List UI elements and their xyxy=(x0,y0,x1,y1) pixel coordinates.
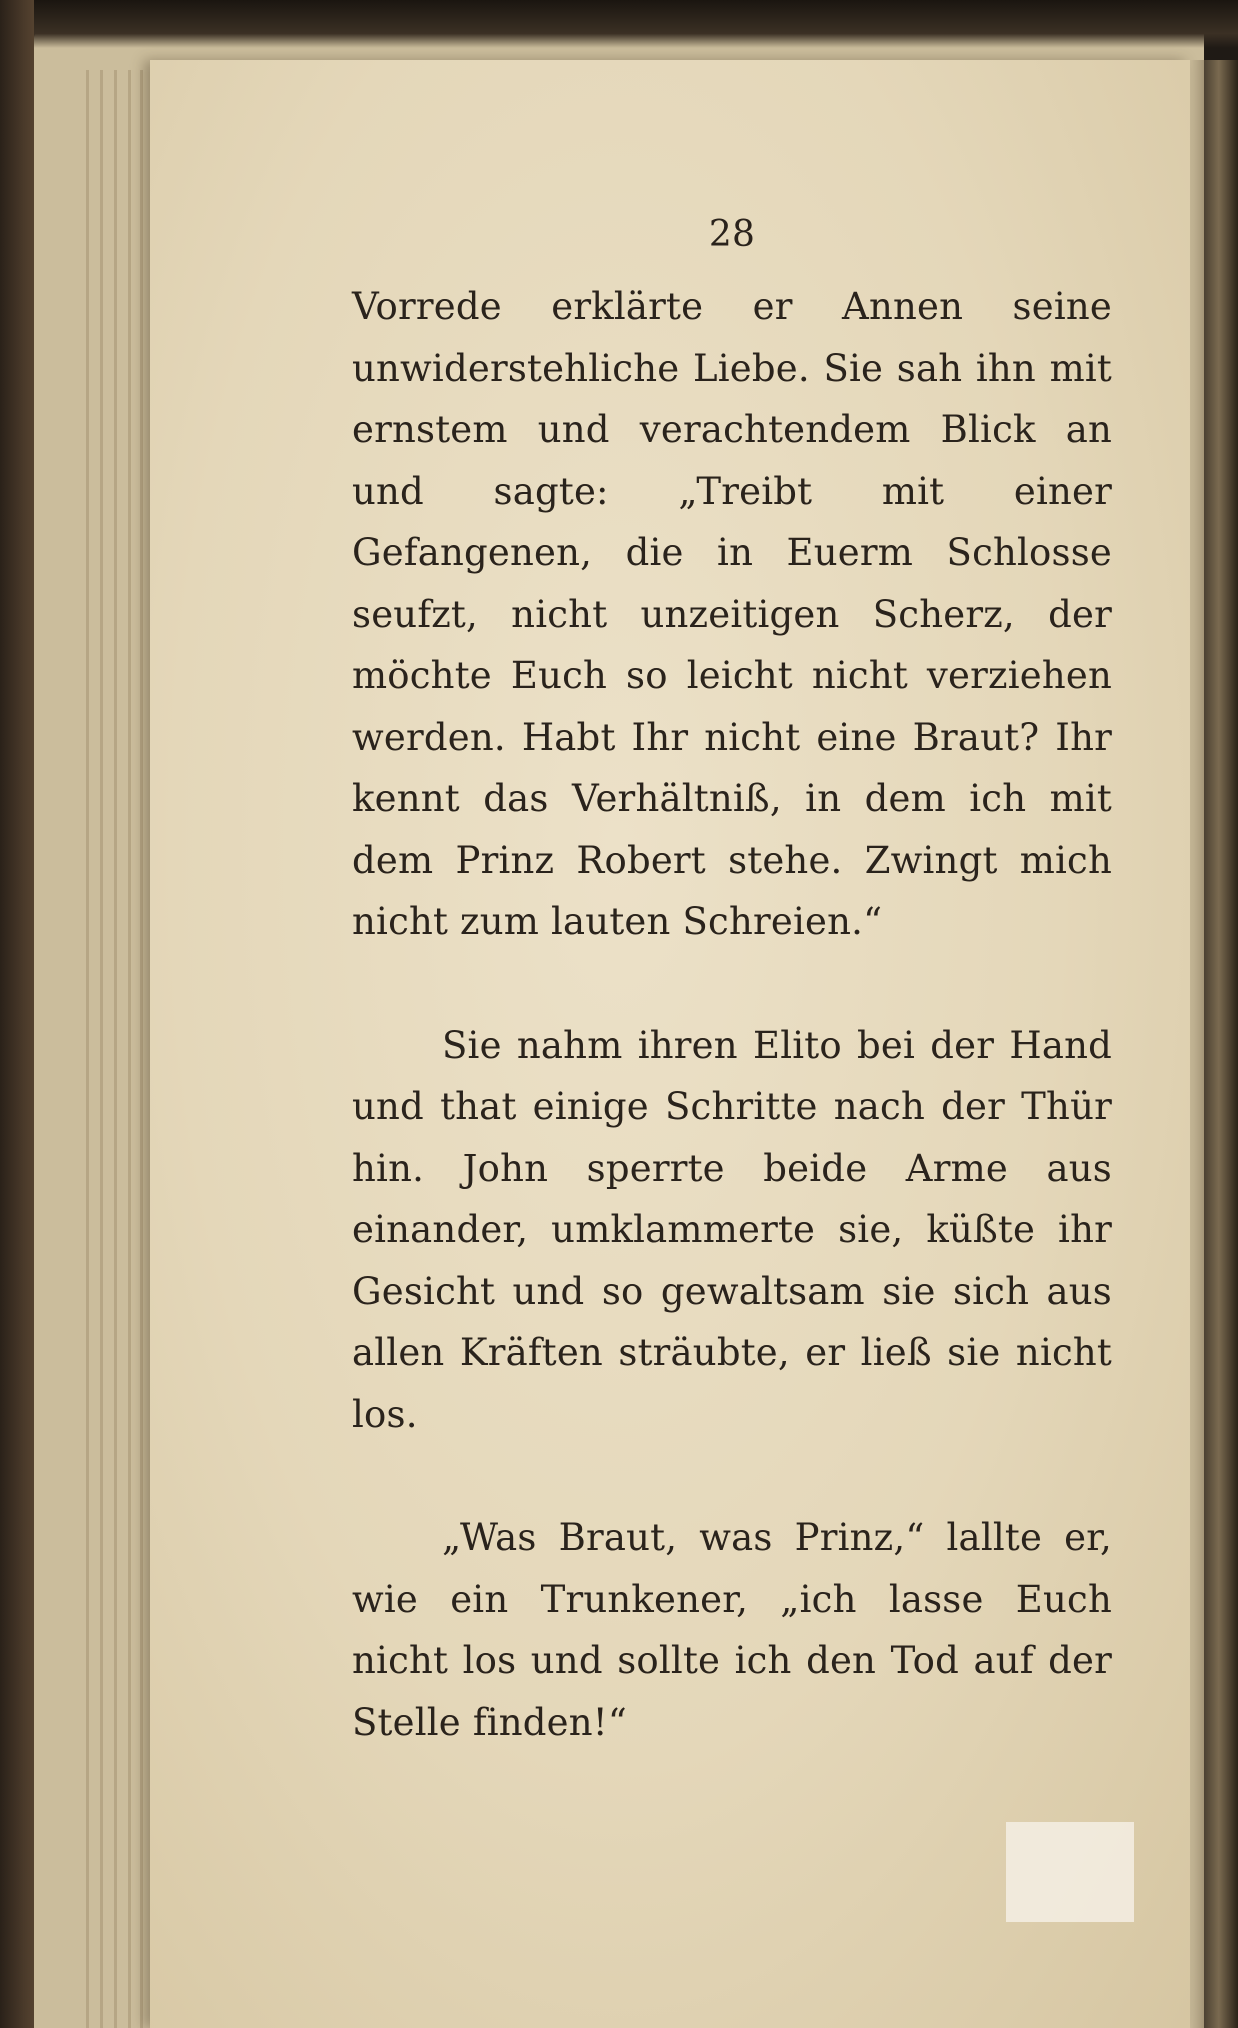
paper-tag xyxy=(1006,1822,1134,1922)
page-number: 28 xyxy=(708,214,756,255)
page-edge-line xyxy=(100,70,103,2028)
gutter-shadow xyxy=(1190,60,1238,2028)
paragraph: „Was Braut, was Prinz,“ lallte er, wie ein Trunkener, „ich lasse Euch nicht los und sollte ich den Tod auf der Stelle finden!“ xyxy=(352,1516,1112,1744)
page-edge-line xyxy=(86,70,89,2028)
page-text-block xyxy=(352,210,1112,1753)
top-shadow xyxy=(34,0,1238,48)
page-edge-line xyxy=(128,70,131,2028)
page-edge-line xyxy=(140,70,143,2028)
paragraph: Vorrede erklärte er Annen seine unwiderstehliche Liebe. Sie sah ihn mit ernstem und verachtendem Blick an und sagte: „Treibt mit einer Gefangenen, die in Euerm Schlosse seufzt, nicht unzeitigen Scherz, der möchte Euch so leicht nicht verziehen werden. Habt Ihr nicht eine Braut? Ihr kennt das Verhältniß, in dem ich mit dem Prinz Robert stehe. Zwingt mich nicht zum lauten Schreien.“ xyxy=(352,285,1112,943)
page-edge-line xyxy=(114,70,117,2028)
paragraph-gap xyxy=(352,953,1112,1015)
paragraph: Sie nahm ihren Elito bei der Hand und that einige Schritte nach der Thür hin. John sperrte beide Arme aus einander, umklammerte sie, küßte ihr Gesicht und so gewaltsam sie sich aus allen Kräften sträubte, er ließ sie nicht los. xyxy=(352,1023,1112,1436)
paragraph-gap xyxy=(352,1445,1112,1507)
